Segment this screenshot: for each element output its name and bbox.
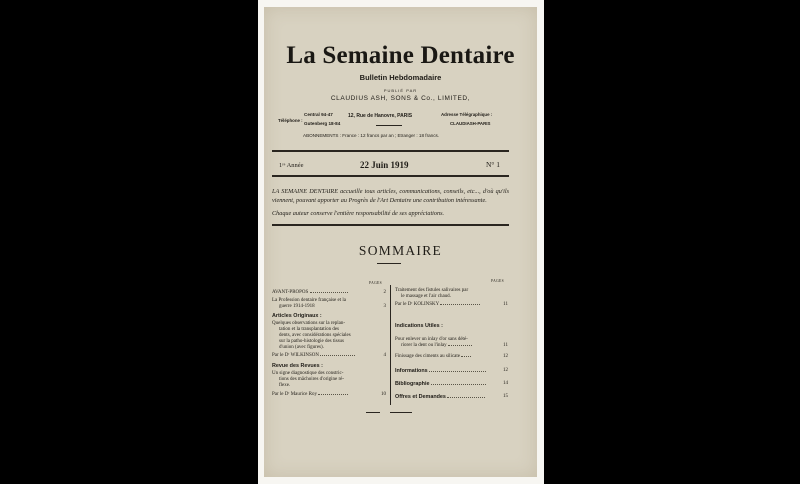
toc-leader bbox=[320, 355, 355, 356]
toc-article1-author-name: Par le Dʳ WILKINSON bbox=[272, 353, 319, 358]
toc-bibliographie-label: Bibliographie bbox=[395, 381, 430, 387]
issue-number: N° 1 bbox=[486, 160, 501, 169]
toc-bibliographie-page: 14 bbox=[503, 381, 508, 386]
toc-informations-page: 12 bbox=[503, 368, 508, 373]
toc-leader bbox=[461, 356, 471, 357]
toc-offres-page: 15 bbox=[503, 394, 508, 399]
pages-label-left: PAGES bbox=[369, 281, 383, 285]
toc-avant-label: AVANT-PROPOS bbox=[272, 290, 309, 295]
toc-traitement-line2: le massage et l'air chaud. bbox=[401, 294, 451, 299]
issue-date: 22 Juin 1919 bbox=[360, 160, 409, 170]
end-rule-left bbox=[366, 412, 380, 413]
publisher: CLAUDIUS ASH, SONS & Co., LIMITED, bbox=[330, 95, 471, 102]
toc-article1-line5: d'union (avec figures). bbox=[279, 345, 324, 350]
toc-leader bbox=[318, 394, 348, 395]
toc-inlay-page: 11 bbox=[503, 343, 508, 348]
toc-profession-page: 3 bbox=[383, 304, 386, 309]
toc-offres-label: Offres et Demandes bbox=[395, 394, 446, 400]
journal-subtitle: Bulletin Hebdomadaire bbox=[359, 73, 442, 82]
toc-leader bbox=[448, 345, 472, 346]
toc-article1-line1: Quelques observations sur la replan- bbox=[272, 321, 346, 326]
toc-leader bbox=[447, 397, 485, 398]
toc-offres bbox=[395, 394, 485, 400]
issue-year: 1ʳᵉ Année bbox=[279, 162, 304, 169]
journal-page bbox=[264, 7, 537, 477]
toc-article1-line3: dents, avec considérations spéciales bbox=[279, 333, 351, 338]
toc-article1-author bbox=[272, 353, 355, 359]
toc-article1-line2: tation et la transplantation des bbox=[279, 327, 339, 332]
toc-article1-line4: sur la patho-histologie des tissus bbox=[279, 339, 344, 344]
intro-paragraph: LA SEMAINE DENTAIRE accueille tous articles, communications, conseils, etc..., d'où qu'ils viennent, pouvant apporter au Progrès de l'Art Dentaire une contribution intéressante. bbox=[272, 188, 509, 205]
toc-leader bbox=[440, 304, 480, 305]
sommaire-underline bbox=[377, 263, 401, 264]
toc-article2-line2: tions des mâchoires d'origine ré- bbox=[279, 377, 345, 382]
telephone-line-1: Central 94-47 bbox=[304, 112, 333, 117]
header-rule-bottom bbox=[272, 175, 509, 177]
toc-article2-line3: flexe. bbox=[279, 383, 291, 388]
toc-avant-page: 2 bbox=[383, 290, 386, 295]
toc-informations bbox=[395, 368, 486, 374]
telephone-line-2: Gutenberg 18-84 bbox=[304, 121, 341, 126]
toc-traitement-author-name: Par le Dʳ KOLINSKY bbox=[395, 302, 440, 307]
publie-par: PUBLIÉ PAR bbox=[383, 88, 418, 93]
responsibility-note: Chaque auteur conserve l'entière responsabilité de ses appréciations. bbox=[272, 210, 445, 217]
toc-article2-author bbox=[272, 392, 348, 398]
toc-ciments bbox=[395, 354, 471, 360]
intro-rule bbox=[272, 224, 509, 226]
toc-traitement-line1: Traitement des fistules salivaires par bbox=[395, 288, 469, 293]
telephone-label: Téléphone : bbox=[278, 118, 303, 123]
sommaire-title: SOMMAIRE bbox=[358, 243, 443, 258]
toc-avant-propos bbox=[272, 290, 348, 296]
toc-article2-line1: Un signe diagnostique des constric- bbox=[272, 371, 344, 376]
subscriptions: ABONNEMENTS : France : 12 francs par an ; Etranger : 18 francs. bbox=[303, 133, 440, 138]
telegraph-label: Adresse Télégraphique : bbox=[441, 112, 493, 117]
toc-article2-page: 10 bbox=[381, 392, 386, 397]
toc-article1-page: 4 bbox=[383, 353, 386, 358]
toc-revue-heading: Revue des Revues : bbox=[272, 363, 323, 369]
toc-traitement-author bbox=[395, 302, 480, 308]
toc-articles-heading: Articles Originaux : bbox=[272, 313, 322, 319]
address: 12, Rue de Hanovre, PARIS bbox=[348, 113, 413, 119]
toc-informations-label: Informations bbox=[395, 368, 428, 374]
end-rule-right bbox=[390, 412, 412, 413]
toc-indications-heading: Indications Utiles : bbox=[395, 323, 443, 329]
toc-article2-author-name: Par le Dʳ Maurice Roy bbox=[272, 392, 317, 397]
toc-ciments-label: Finissage des ciments au silicate bbox=[395, 354, 460, 359]
toc-bibliographie bbox=[395, 381, 486, 387]
toc-inlay-line1: Pour enlever un inlay d'or sans dété- bbox=[395, 337, 468, 342]
address-underline bbox=[376, 125, 402, 126]
toc-profession-line1: La Profession dentaire française et la bbox=[272, 298, 346, 303]
toc-leader bbox=[431, 384, 486, 385]
toc-traitement-page: 11 bbox=[503, 302, 508, 307]
toc-inlay-line2-text: riorer la dent ou l'inlay bbox=[401, 343, 447, 348]
toc-divider bbox=[390, 285, 391, 405]
header-rule-top bbox=[272, 150, 509, 152]
telegraph-address: CLAUDIASH-PARIS bbox=[450, 121, 491, 126]
journal-title: La Semaine Dentaire bbox=[286, 42, 515, 69]
pages-label-right: PAGES bbox=[491, 279, 505, 283]
toc-profession-line2: guerre 1914-1918 bbox=[279, 304, 315, 309]
toc-ciments-page: 12 bbox=[503, 354, 508, 359]
toc-inlay-line2 bbox=[401, 343, 472, 349]
toc-leader bbox=[429, 371, 486, 372]
toc-leader bbox=[310, 292, 348, 293]
